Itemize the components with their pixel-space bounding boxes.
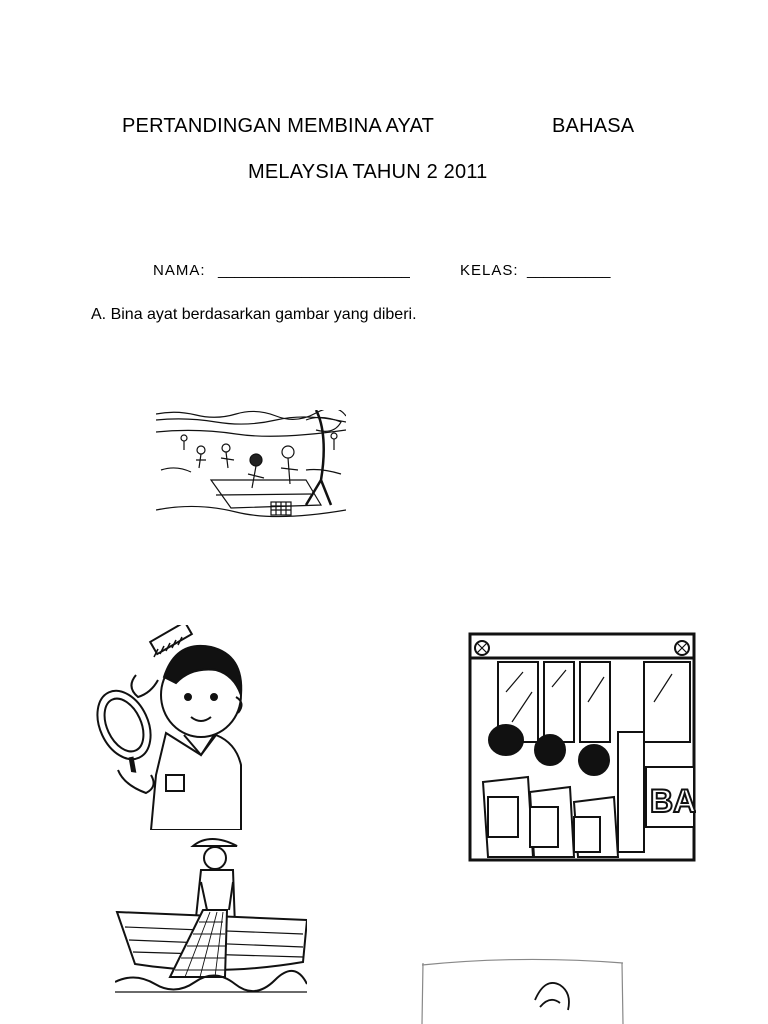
name-label: NAMA: xyxy=(153,262,206,279)
name-blank[interactable]: _______________________ xyxy=(218,262,410,279)
partial-illustration xyxy=(420,955,625,1024)
picnic-illustration xyxy=(156,410,346,520)
boy-combing-illustration xyxy=(96,625,246,830)
title-part1: PERTANDINGAN MEMBINA AYAT xyxy=(122,115,435,137)
class-blank[interactable]: __________ xyxy=(527,262,611,279)
fisherman-illustration xyxy=(115,832,307,996)
instruction: A. Bina ayat berdasarkan gambar yang diberi. xyxy=(91,306,417,323)
bus-illustration xyxy=(468,632,696,862)
title-part2: BAHASA xyxy=(552,115,635,137)
bus-lettering: BA xyxy=(650,783,696,819)
title-line2: MELAYSIA TAHUN 2 2011 xyxy=(248,161,488,183)
class-label: KELAS: xyxy=(460,262,519,279)
